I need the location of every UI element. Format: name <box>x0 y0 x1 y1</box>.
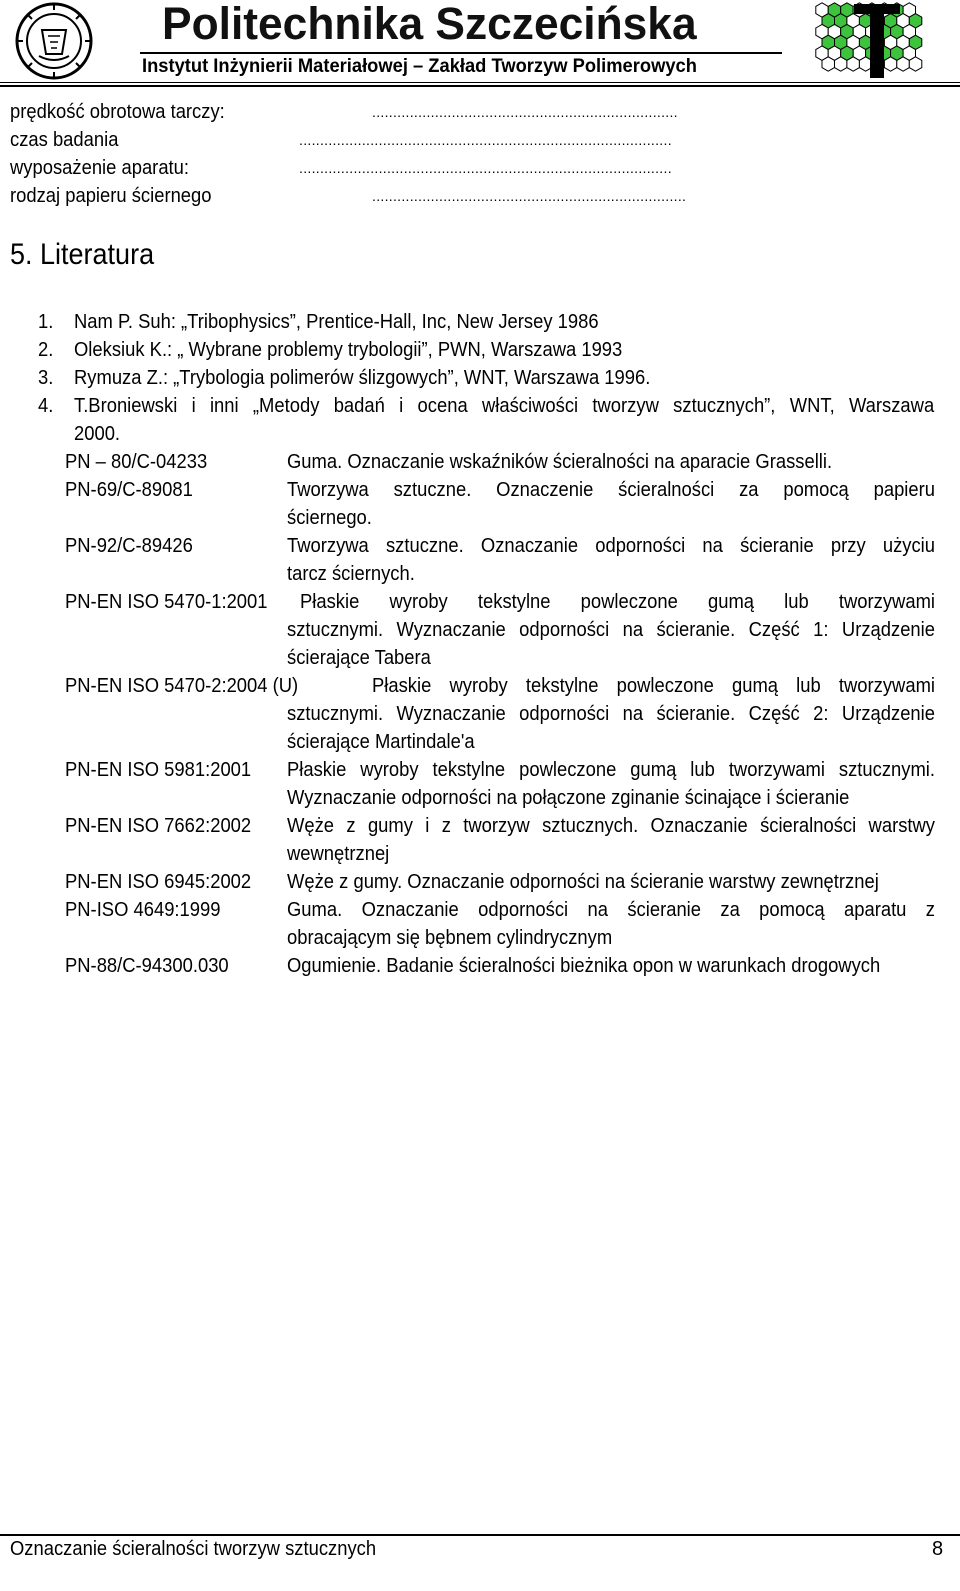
reference-number: 1. <box>38 311 54 333</box>
page-number: 8 <box>932 1538 944 1560</box>
standard-description: ścierające Martindale'a <box>287 731 475 753</box>
reference-number: 2. <box>38 339 54 361</box>
standard-code: PN-EN ISO 5470-1:2001 <box>65 591 268 613</box>
field-label-paper: rodzaj papieru ściernego <box>10 185 212 207</box>
standard-code: PN-EN ISO 5470-2:2004 (U) <box>65 675 299 697</box>
field-dots-speed: ......................................................................... <box>372 104 678 120</box>
university-logo <box>4 2 104 80</box>
standard-description: Guma. Oznaczanie wskaźników ścieralności na aparacie Grasselli. <box>287 451 833 473</box>
standard-description: Płaskie wyroby tekstylne powleczone gumą lub tworzywami <box>372 675 935 697</box>
standard-description: Płaskie wyroby tekstylne powleczone gumą lub tworzywami sztucznymi. <box>287 759 935 781</box>
standard-code: PN-EN ISO 5981:2001 <box>65 759 252 781</box>
reference-number: 3. <box>38 367 54 389</box>
standard-description: Węże z gumy i z tworzyw sztucznych. Oznaczanie ścieralności warstwy <box>287 815 935 837</box>
field-dots-paper: ........................................................................... <box>372 188 687 204</box>
standard-description: Płaskie wyroby tekstylne powleczone gumą lub tworzywami <box>300 591 935 613</box>
header-rule <box>140 52 782 54</box>
university-name: Politechnika Szczecińska <box>162 0 697 49</box>
standard-code: PN-EN ISO 7662:2002 <box>65 815 252 837</box>
header-divider-thick <box>0 85 960 87</box>
standard-description: wewnętrznej <box>287 843 390 865</box>
standard-description: Węże z gumy. Oznaczanie odporności na ścieranie warstwy zewnętrznej <box>287 871 879 893</box>
field-label-equipment: wyposażenie aparatu: <box>10 157 190 179</box>
reference-text: T.Broniewski i inni „Metody badań i ocena właściwości tworzyw sztucznych”, WNT, Warszawa <box>74 395 935 417</box>
field-dots-time: ......................................................................................... <box>299 132 672 148</box>
field-dots-equipment: ......................................................................................... <box>299 160 672 176</box>
standard-description: sztucznymi. Wyznaczanie odporności na ścieranie. Część 1: Urządzenie <box>287 619 935 641</box>
footer-rule <box>0 1534 960 1536</box>
standard-description: Ogumienie. Badanie ścieralności bieżnika opon w warunkach drogowych <box>287 955 881 977</box>
footer-title: Oznaczanie ścieralności tworzyw sztucznych <box>10 1538 377 1560</box>
section-heading: 5. Literatura <box>10 238 155 271</box>
standard-code: PN-92/C-89426 <box>65 535 193 557</box>
reference-text-continued: 2000. <box>74 423 121 445</box>
field-label-time: czas badania <box>10 129 119 151</box>
standard-code: PN-69/C-89081 <box>65 479 193 501</box>
standard-code: PN – 80/C-04233 <box>65 451 208 473</box>
reference-text: Nam P. Suh: „Tribophysics”, Prentice-Hall, Inc, New Jersey 1986 <box>74 311 599 333</box>
standard-code: PN-ISO 4649:1999 <box>65 899 221 921</box>
standard-description: tarcz ściernych. <box>287 563 415 585</box>
standard-description: Tworzywa sztuczne. Oznaczenie ścieralności za pomocą papieru <box>287 479 935 501</box>
standard-description: obracającym się bębnem cylindrycznym <box>287 927 613 949</box>
department-logo <box>808 0 950 84</box>
standard-description: ściernego. <box>287 507 372 529</box>
reference-number: 4. <box>38 395 54 417</box>
standard-description: Tworzywa sztuczne. Oznaczanie odporności na ścieranie przy użyciu <box>287 535 935 557</box>
standard-description: ścierające Tabera <box>287 647 431 669</box>
standard-description: sztucznymi. Wyznaczanie odporności na ścieranie. Część 2: Urządzenie <box>287 703 935 725</box>
institute-name: Instytut Inżynierii Materiałowej – Zakład Tworzyw Polimerowych <box>142 56 697 77</box>
standard-code: PN-88/C-94300.030 <box>65 955 229 977</box>
standard-description: Wyznaczanie odporności na połączone zginanie ścinające i ścieranie <box>287 787 850 809</box>
standard-code: PN-EN ISO 6945:2002 <box>65 871 252 893</box>
reference-text: Rymuza Z.: „Trybologia polimerów ślizgowych”, WNT, Warszawa 1996. <box>74 367 651 389</box>
reference-text: Oleksiuk K.: „ Wybrane problemy trybologii”, PWN, Warszawa 1993 <box>74 339 623 361</box>
field-label-speed: prędkość obrotowa tarczy: <box>10 101 225 123</box>
standard-description: Guma. Oznaczanie odporności na ścieranie za pomocą aparatu z <box>287 899 935 921</box>
